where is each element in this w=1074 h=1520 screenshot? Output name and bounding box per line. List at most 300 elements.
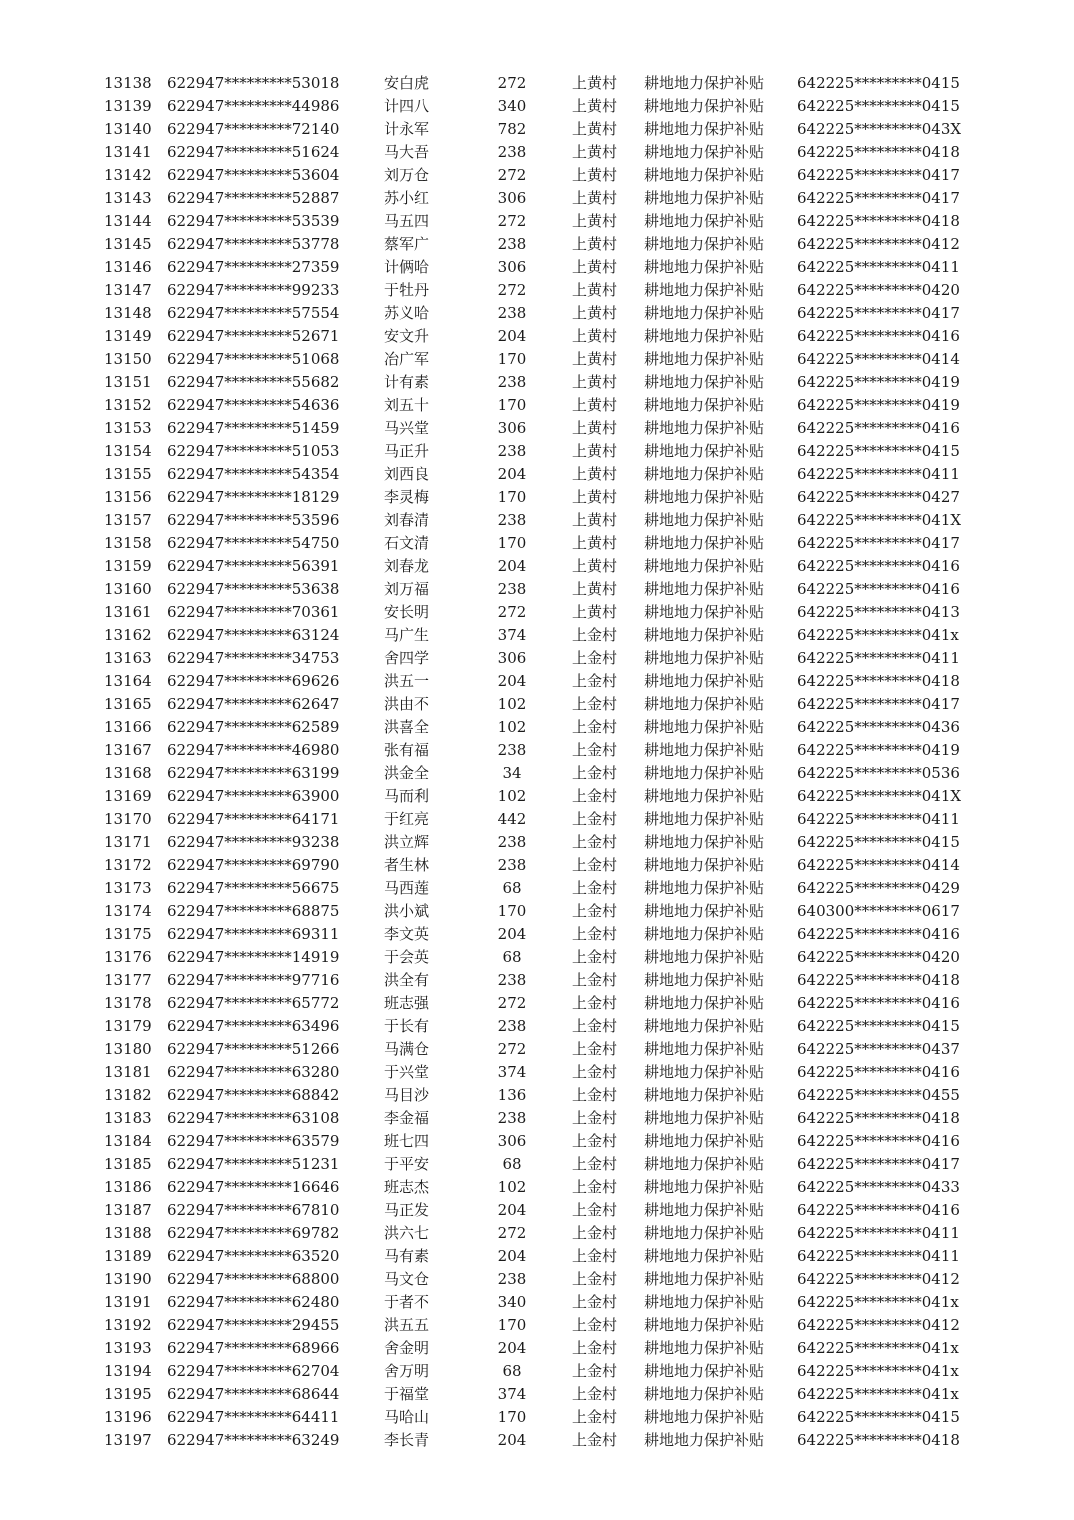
subsidy-type: 耕地地力保护补贴 — [644, 1109, 765, 1127]
village-name: 上金村 — [572, 1086, 618, 1104]
village-name: 上黄村 — [572, 442, 618, 460]
subsidy-type: 耕地地力保护补贴 — [644, 810, 765, 828]
id-number: 642225*********0416 — [797, 419, 960, 437]
row-seq: 13143 — [104, 189, 152, 207]
table-row — [0, 900, 1074, 923]
person-name: 洪喜全 — [384, 718, 430, 736]
subsidy-type: 耕地地力保护补贴 — [644, 534, 765, 552]
id-number: 642225*********0419 — [797, 741, 960, 759]
subsidy-type: 耕地地力保护补贴 — [644, 1017, 765, 1035]
bank-card-number: 622947*********65772 — [167, 994, 340, 1012]
row-seq: 13188 — [104, 1224, 152, 1242]
row-seq: 13147 — [104, 281, 152, 299]
table-row — [0, 348, 1074, 371]
bank-card-number: 622947*********51231 — [167, 1155, 340, 1173]
row-seq: 13177 — [104, 971, 152, 989]
subsidy-type: 耕地地力保护补贴 — [644, 350, 765, 368]
bank-card-number: 622947*********57554 — [167, 304, 340, 322]
row-seq: 13161 — [104, 603, 152, 621]
village-name: 上金村 — [572, 994, 618, 1012]
row-seq: 13140 — [104, 120, 152, 138]
row-seq: 13185 — [104, 1155, 152, 1173]
id-number: 642225*********0420 — [797, 948, 960, 966]
village-name: 上金村 — [572, 672, 618, 690]
person-name: 洪立辉 — [384, 833, 430, 851]
bank-card-number: 622947*********62480 — [167, 1293, 340, 1311]
table-row — [0, 1130, 1074, 1153]
subsidy-amount: 238 — [497, 1109, 527, 1127]
person-name: 舍金明 — [384, 1339, 430, 1357]
bank-card-number: 622947*********69311 — [167, 925, 340, 943]
table-row — [0, 946, 1074, 969]
table-row — [0, 1199, 1074, 1222]
table-row — [0, 95, 1074, 118]
subsidy-amount: 340 — [497, 1293, 527, 1311]
subsidy-amount: 68 — [502, 1155, 522, 1173]
subsidy-type: 耕地地力保护补贴 — [644, 1339, 765, 1357]
person-name: 于会英 — [384, 948, 430, 966]
table-row — [0, 1406, 1074, 1429]
id-number: 642225*********0416 — [797, 580, 960, 598]
row-seq: 13175 — [104, 925, 152, 943]
subsidy-amount: 204 — [497, 1201, 527, 1219]
subsidy-type: 耕地地力保护补贴 — [644, 189, 765, 207]
village-name: 上金村 — [572, 1040, 618, 1058]
id-number: 642225*********0415 — [797, 1017, 960, 1035]
subsidy-amount: 442 — [497, 810, 527, 828]
id-number: 642225*********0412 — [797, 235, 960, 253]
row-seq: 13138 — [104, 74, 152, 92]
person-name: 安文升 — [384, 327, 430, 345]
village-name: 上黄村 — [572, 166, 618, 184]
id-number: 642225*********0417 — [797, 166, 960, 184]
subsidy-type: 耕地地力保护补贴 — [644, 1224, 765, 1242]
bank-card-number: 622947*********63199 — [167, 764, 340, 782]
bank-card-number: 622947*********63108 — [167, 1109, 340, 1127]
id-number: 642225*********0417 — [797, 189, 960, 207]
table-row — [0, 394, 1074, 417]
id-number: 642225*********0417 — [797, 1155, 960, 1173]
subsidy-amount: 238 — [497, 304, 527, 322]
id-number: 642225*********0418 — [797, 1109, 960, 1127]
id-number: 642225*********041x — [797, 1293, 959, 1311]
subsidy-type: 耕地地力保护补贴 — [644, 856, 765, 874]
table-row — [0, 1107, 1074, 1130]
id-number: 642225*********0436 — [797, 718, 960, 736]
person-name: 苏小红 — [384, 189, 430, 207]
table-row — [0, 187, 1074, 210]
table-row — [0, 670, 1074, 693]
person-name: 李长青 — [384, 1431, 430, 1449]
person-name: 计四八 — [384, 97, 430, 115]
village-name: 上金村 — [572, 1316, 618, 1334]
subsidy-amount: 238 — [497, 971, 527, 989]
village-name: 上金村 — [572, 695, 618, 713]
subsidy-type: 耕地地力保护补贴 — [644, 212, 765, 230]
village-name: 上黄村 — [572, 212, 618, 230]
bank-card-number: 622947*********52887 — [167, 189, 340, 207]
bank-card-number: 622947*********72140 — [167, 120, 340, 138]
subsidy-amount: 204 — [497, 1247, 527, 1265]
table-row — [0, 877, 1074, 900]
subsidy-amount: 238 — [497, 833, 527, 851]
bank-card-number: 622947*********56391 — [167, 557, 340, 575]
bank-card-number: 622947*********27359 — [167, 258, 340, 276]
subsidy-amount: 272 — [497, 212, 527, 230]
village-name: 上黄村 — [572, 304, 618, 322]
village-name: 上金村 — [572, 879, 618, 897]
bank-card-number: 622947*********63280 — [167, 1063, 340, 1081]
row-seq: 13149 — [104, 327, 152, 345]
table-row — [0, 716, 1074, 739]
subsidy-type: 耕地地力保护补贴 — [644, 396, 765, 414]
subsidy-amount: 238 — [497, 442, 527, 460]
person-name: 于平安 — [384, 1155, 430, 1173]
row-seq: 13176 — [104, 948, 152, 966]
subsidy-type: 耕地地力保护补贴 — [644, 603, 765, 621]
bank-card-number: 622947*********14919 — [167, 948, 340, 966]
row-seq: 13178 — [104, 994, 152, 1012]
subsidy-amount: 68 — [502, 948, 522, 966]
person-name: 刘五十 — [384, 396, 430, 414]
village-name: 上金村 — [572, 787, 618, 805]
id-number: 642225*********0429 — [797, 879, 960, 897]
subsidy-type: 耕地地力保护补贴 — [644, 580, 765, 598]
person-name: 马正升 — [384, 442, 430, 460]
subsidy-type: 耕地地力保护补贴 — [644, 672, 765, 690]
subsidy-type: 耕地地力保护补贴 — [644, 304, 765, 322]
id-number: 642225*********0414 — [797, 856, 960, 874]
subsidy-table — [0, 72, 1074, 1452]
person-name: 马文仓 — [384, 1270, 430, 1288]
village-name: 上金村 — [572, 1270, 618, 1288]
person-name: 者生林 — [384, 856, 430, 874]
table-row — [0, 371, 1074, 394]
bank-card-number: 622947*********68966 — [167, 1339, 340, 1357]
row-seq: 13196 — [104, 1408, 152, 1426]
row-seq: 13174 — [104, 902, 152, 920]
village-name: 上黄村 — [572, 143, 618, 161]
table-row — [0, 279, 1074, 302]
village-name: 上黄村 — [572, 465, 618, 483]
row-seq: 13168 — [104, 764, 152, 782]
id-number: 642225*********0413 — [797, 603, 960, 621]
table-row — [0, 325, 1074, 348]
subsidy-amount: 782 — [497, 120, 527, 138]
bank-card-number: 622947*********55682 — [167, 373, 340, 391]
row-seq: 13163 — [104, 649, 152, 667]
subsidy-amount: 170 — [497, 1316, 527, 1334]
village-name: 上金村 — [572, 1132, 618, 1150]
subsidy-type: 耕地地力保护补贴 — [644, 1270, 765, 1288]
id-number: 642225*********0415 — [797, 97, 960, 115]
row-seq: 13186 — [104, 1178, 152, 1196]
row-seq: 13192 — [104, 1316, 152, 1334]
village-name: 上金村 — [572, 1431, 618, 1449]
table-row — [0, 693, 1074, 716]
bank-card-number: 622947*********54750 — [167, 534, 340, 552]
village-name: 上黄村 — [572, 281, 618, 299]
table-row — [0, 555, 1074, 578]
subsidy-type: 耕地地力保护补贴 — [644, 994, 765, 1012]
id-number: 642225*********0437 — [797, 1040, 960, 1058]
subsidy-type: 耕地地力保护补贴 — [644, 1316, 765, 1334]
person-name: 计永军 — [384, 120, 430, 138]
bank-card-number: 622947*********67810 — [167, 1201, 340, 1219]
bank-card-number: 622947*********62647 — [167, 695, 340, 713]
subsidy-amount: 374 — [497, 626, 527, 644]
subsidy-type: 耕地地力保护补贴 — [644, 787, 765, 805]
bank-card-number: 622947*********53596 — [167, 511, 340, 529]
person-name: 刘春清 — [384, 511, 430, 529]
id-number: 642225*********0411 — [797, 810, 960, 828]
subsidy-amount: 204 — [497, 1339, 527, 1357]
bank-card-number: 622947*********34753 — [167, 649, 340, 667]
bank-card-number: 622947*********29455 — [167, 1316, 340, 1334]
id-number: 642225*********0419 — [797, 396, 960, 414]
subsidy-amount: 306 — [497, 189, 527, 207]
village-name: 上黄村 — [572, 120, 618, 138]
row-seq: 13193 — [104, 1339, 152, 1357]
id-number: 642225*********0420 — [797, 281, 960, 299]
person-name: 计有素 — [384, 373, 430, 391]
village-name: 上金村 — [572, 1339, 618, 1357]
bank-card-number: 622947*********53638 — [167, 580, 340, 598]
subsidy-amount: 170 — [497, 534, 527, 552]
person-name: 计俩哈 — [384, 258, 430, 276]
subsidy-amount: 272 — [497, 166, 527, 184]
person-name: 马满仓 — [384, 1040, 430, 1058]
row-seq: 13150 — [104, 350, 152, 368]
id-number: 642225*********0416 — [797, 994, 960, 1012]
bank-card-number: 622947*********63249 — [167, 1431, 340, 1449]
row-seq: 13145 — [104, 235, 152, 253]
table-row — [0, 417, 1074, 440]
subsidy-type: 耕地地力保护补贴 — [644, 281, 765, 299]
id-number: 642225*********0418 — [797, 143, 960, 161]
person-name: 安白虎 — [384, 74, 430, 92]
person-name: 冶广军 — [384, 350, 430, 368]
row-seq: 13190 — [104, 1270, 152, 1288]
table-row — [0, 1383, 1074, 1406]
subsidy-amount: 204 — [497, 925, 527, 943]
id-number: 642225*********041X — [797, 511, 962, 529]
bank-card-number: 622947*********54636 — [167, 396, 340, 414]
id-number: 642225*********0411 — [797, 649, 960, 667]
village-name: 上金村 — [572, 741, 618, 759]
bank-card-number: 622947*********53539 — [167, 212, 340, 230]
village-name: 上黄村 — [572, 603, 618, 621]
subsidy-type: 耕地地力保护补贴 — [644, 902, 765, 920]
person-name: 张有福 — [384, 741, 430, 759]
subsidy-amount: 102 — [497, 695, 527, 713]
id-number: 642225*********0411 — [797, 1247, 960, 1265]
subsidy-type: 耕地地力保护补贴 — [644, 925, 765, 943]
table-row — [0, 1291, 1074, 1314]
id-number: 642225*********041x — [797, 1385, 959, 1403]
bank-card-number: 622947*********51068 — [167, 350, 340, 368]
subsidy-amount: 272 — [497, 994, 527, 1012]
id-number: 642225*********0417 — [797, 695, 960, 713]
row-seq: 13160 — [104, 580, 152, 598]
subsidy-type: 耕地地力保护补贴 — [644, 1385, 765, 1403]
subsidy-type: 耕地地力保护补贴 — [644, 833, 765, 851]
subsidy-type: 耕地地力保护补贴 — [644, 235, 765, 253]
person-name: 苏义哈 — [384, 304, 430, 322]
bank-card-number: 622947*********69790 — [167, 856, 340, 874]
subsidy-amount: 170 — [497, 1408, 527, 1426]
person-name: 洪六七 — [384, 1224, 430, 1242]
subsidy-type: 耕地地力保护补贴 — [644, 649, 765, 667]
person-name: 舍万明 — [384, 1362, 430, 1380]
id-number: 642225*********0415 — [797, 1408, 960, 1426]
person-name: 李金福 — [384, 1109, 430, 1127]
row-seq: 13156 — [104, 488, 152, 506]
person-name: 刘万仓 — [384, 166, 430, 184]
row-seq: 13158 — [104, 534, 152, 552]
village-name: 上黄村 — [572, 258, 618, 276]
person-name: 马而利 — [384, 787, 430, 805]
person-name: 石文清 — [384, 534, 430, 552]
id-number: 642225*********0417 — [797, 304, 960, 322]
subsidy-amount: 238 — [497, 511, 527, 529]
bank-card-number: 622947*********62704 — [167, 1362, 340, 1380]
subsidy-type: 耕地地力保护补贴 — [644, 1293, 765, 1311]
village-name: 上金村 — [572, 948, 618, 966]
id-number: 642225*********0418 — [797, 212, 960, 230]
person-name: 于红亮 — [384, 810, 430, 828]
person-name: 李文英 — [384, 925, 430, 943]
bank-card-number: 622947*********63579 — [167, 1132, 340, 1150]
table-row — [0, 601, 1074, 624]
village-name: 上黄村 — [572, 350, 618, 368]
subsidy-type: 耕地地力保护补贴 — [644, 1040, 765, 1058]
bank-card-number: 622947*********18129 — [167, 488, 340, 506]
id-number: 642225*********0411 — [797, 465, 960, 483]
table-row — [0, 1245, 1074, 1268]
table-row — [0, 486, 1074, 509]
person-name: 马广生 — [384, 626, 430, 644]
subsidy-type: 耕地地力保护补贴 — [644, 74, 765, 92]
id-number: 642225*********041x — [797, 626, 959, 644]
subsidy-amount: 272 — [497, 74, 527, 92]
subsidy-type: 耕地地力保护补贴 — [644, 695, 765, 713]
bank-card-number: 622947*********62589 — [167, 718, 340, 736]
subsidy-amount: 272 — [497, 1224, 527, 1242]
subsidy-amount: 170 — [497, 488, 527, 506]
id-number: 642225*********0415 — [797, 833, 960, 851]
subsidy-type: 耕地地力保护补贴 — [644, 488, 765, 506]
subsidy-type: 耕地地力保护补贴 — [644, 971, 765, 989]
village-name: 上黄村 — [572, 189, 618, 207]
row-seq: 13195 — [104, 1385, 152, 1403]
row-seq: 13162 — [104, 626, 152, 644]
row-seq: 13183 — [104, 1109, 152, 1127]
row-seq: 13169 — [104, 787, 152, 805]
subsidy-type: 耕地地力保护补贴 — [644, 442, 765, 460]
table-row — [0, 1176, 1074, 1199]
village-name: 上金村 — [572, 810, 618, 828]
table-row — [0, 739, 1074, 762]
row-seq: 13171 — [104, 833, 152, 851]
id-number: 642225*********0415 — [797, 442, 960, 460]
id-number: 642225*********0412 — [797, 1270, 960, 1288]
village-name: 上金村 — [572, 649, 618, 667]
subsidy-amount: 238 — [497, 373, 527, 391]
bank-card-number: 622947*********93238 — [167, 833, 340, 851]
table-row — [0, 808, 1074, 831]
bank-card-number: 622947*********63124 — [167, 626, 340, 644]
table-row — [0, 141, 1074, 164]
table-row — [0, 509, 1074, 532]
village-name: 上金村 — [572, 971, 618, 989]
person-name: 班志杰 — [384, 1178, 430, 1196]
bank-card-number: 622947*********53604 — [167, 166, 340, 184]
row-seq: 13165 — [104, 695, 152, 713]
table-row — [0, 992, 1074, 1015]
bank-card-number: 622947*********56675 — [167, 879, 340, 897]
row-seq: 13194 — [104, 1362, 152, 1380]
bank-card-number: 622947*********64171 — [167, 810, 340, 828]
subsidy-amount: 170 — [497, 902, 527, 920]
bank-card-number: 622947*********51624 — [167, 143, 340, 161]
village-name: 上黄村 — [572, 580, 618, 598]
id-number: 642225*********0433 — [797, 1178, 960, 1196]
row-seq: 13148 — [104, 304, 152, 322]
id-number: 642225*********0412 — [797, 1316, 960, 1334]
id-number: 642225*********043X — [797, 120, 962, 138]
row-seq: 13179 — [104, 1017, 152, 1035]
table-row — [0, 1360, 1074, 1383]
person-name: 舍四学 — [384, 649, 430, 667]
id-number: 642225*********041x — [797, 1362, 959, 1380]
row-seq: 13146 — [104, 258, 152, 276]
subsidy-type: 耕地地力保护补贴 — [644, 1362, 765, 1380]
village-name: 上金村 — [572, 1109, 618, 1127]
table-row — [0, 1153, 1074, 1176]
table-row — [0, 463, 1074, 486]
subsidy-type: 耕地地力保护补贴 — [644, 879, 765, 897]
person-name: 于兴堂 — [384, 1063, 430, 1081]
subsidy-type: 耕地地力保护补贴 — [644, 327, 765, 345]
bank-card-number: 622947*********97716 — [167, 971, 340, 989]
subsidy-type: 耕地地力保护补贴 — [644, 373, 765, 391]
table-row — [0, 118, 1074, 141]
row-seq: 13172 — [104, 856, 152, 874]
village-name: 上金村 — [572, 1201, 618, 1219]
subsidy-amount: 204 — [497, 327, 527, 345]
village-name: 上金村 — [572, 1155, 618, 1173]
id-number: 642225*********041X — [797, 787, 962, 805]
person-name: 洪全有 — [384, 971, 430, 989]
person-name: 班志强 — [384, 994, 430, 1012]
row-seq: 13159 — [104, 557, 152, 575]
subsidy-amount: 306 — [497, 258, 527, 276]
row-seq: 13166 — [104, 718, 152, 736]
id-number: 642225*********0416 — [797, 1063, 960, 1081]
id-number: 642225*********0418 — [797, 1431, 960, 1449]
village-name: 上黄村 — [572, 419, 618, 437]
row-seq: 13152 — [104, 396, 152, 414]
subsidy-amount: 68 — [502, 879, 522, 897]
id-number: 642225*********0415 — [797, 74, 960, 92]
person-name: 洪金全 — [384, 764, 430, 782]
subsidy-amount: 374 — [497, 1063, 527, 1081]
village-name: 上金村 — [572, 1385, 618, 1403]
subsidy-amount: 170 — [497, 396, 527, 414]
id-number: 642225*********0419 — [797, 373, 960, 391]
row-seq: 13153 — [104, 419, 152, 437]
